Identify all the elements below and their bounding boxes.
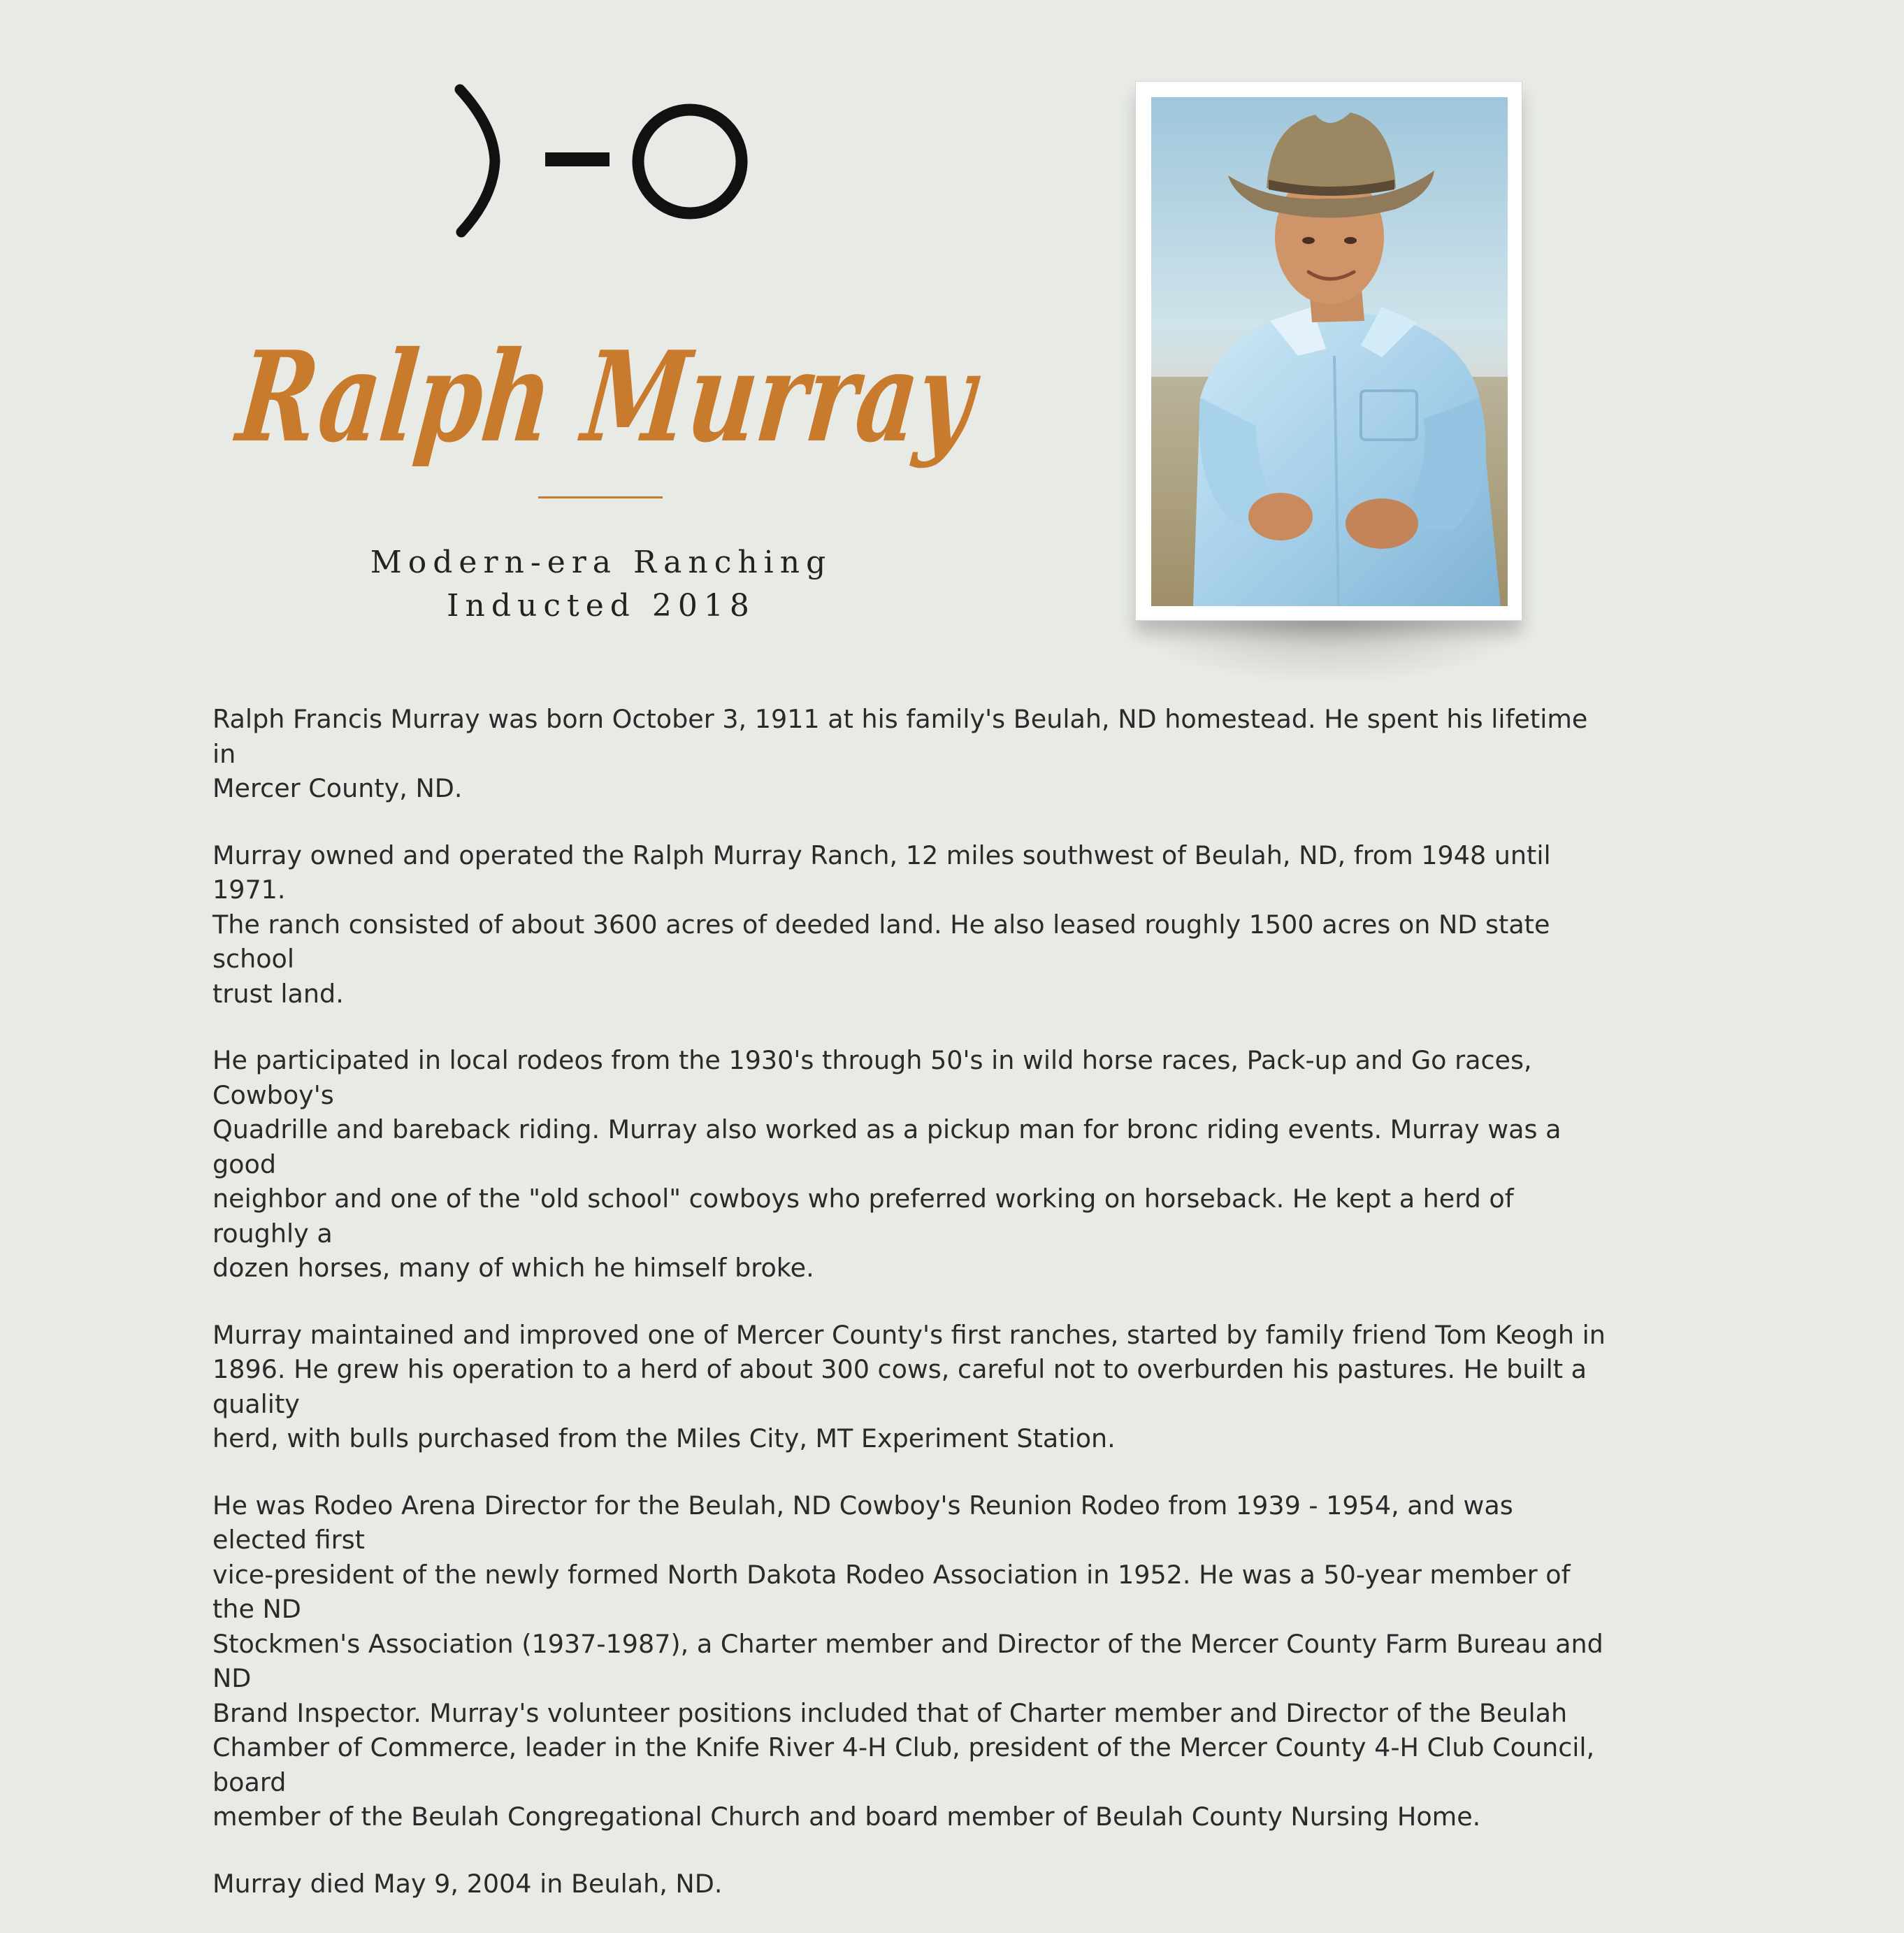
inductee-name-text: Ralph Murray <box>231 324 1214 470</box>
name-divider <box>538 496 663 498</box>
brand-logo <box>453 84 752 238</box>
induction-info <box>294 541 909 628</box>
inductee-name <box>175 280 1214 510</box>
photo-shadow <box>1118 615 1538 685</box>
bio-paragraph: Ralph Francis Murray was born October 3, 1911 at his family's Beulah, ND homestead. He spent his lifetime in Mercer County, ND. <box>212 704 1588 803</box>
bio-paragraph: He was Rodeo Arena Director for the Beulah, ND Cowboy's Reunion Rodeo from 1939 - 1954, and was elected first vice-president of the newly formed North Dakota Rodeo Association in 1952. He was a 50-year member of the ND Stockmen's Association (1937-1987), a Charter member and Director of the Mercer County Farm Bureau and ND Brand Inspector. Murray's volunteer positions included that of Charter member and Director of the Beulah Chamber of Commerce, leader in the Knife River 4-H Club, president of the Mercer County 4-H Club Council, board member of the Beulah Congregational Church and board member of Beulah County Nursing Home. <box>212 1490 1603 1832</box>
bio-paragraph: He participated in local rodeos from the 1930's through 50's in wild horse races, Pack-up and Go races, Cowboy's Quadrille and bareback riding. Murray also worked as a pickup man for bronc riding events. Murray was a good neighbor and one of the "old school" cowboys who preferred working on horseback. He kept a herd of roughly a dozen horses, many of which he himself broke. <box>212 1045 1562 1283</box>
induction-category: Modern-era Ranching <box>370 545 832 580</box>
bio-paragraph: Murray died May 9, 2004 in Beulah, ND. <box>212 1868 723 1899</box>
portrait-frame <box>1135 81 1522 621</box>
induction-year: Inducted 2018 <box>447 588 756 624</box>
brand-logo-bar <box>545 152 610 166</box>
brand-logo-circle <box>638 110 742 213</box>
portrait-photo <box>1151 97 1508 606</box>
biography <box>212 702 1610 1933</box>
bio-paragraph: Murray maintained and improved one of Mercer County's first ranches, started by family friend Tom Keogh in 1896. He grew his operation to a herd of about 300 cows, careful not to overburden his pastures. He built a quality herd, with bulls purchased from the Miles City, MT Experiment Station. <box>212 1319 1606 1453</box>
bio-paragraph: Murray owned and operated the Ralph Murray Ranch, 12 miles southwest of Beulah, ND, from 1948 until 1971. The ranch consisted of about 3600 acres of deeded land. He also leased roughly 1500 acres on ND state school trust land. <box>212 840 1551 1009</box>
brand-logo-arc <box>460 89 495 232</box>
